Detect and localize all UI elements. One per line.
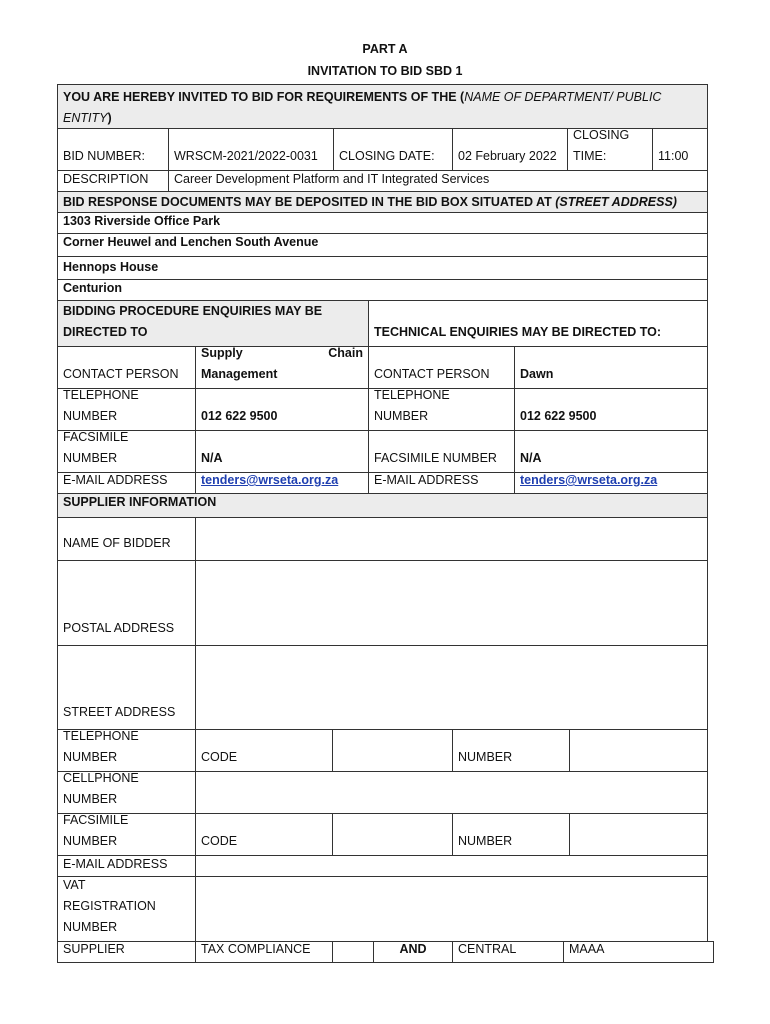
telephone-code-label: CODE xyxy=(195,729,333,772)
supplier-telephone-label xyxy=(57,729,196,772)
cellphone-label-2: NUMBER xyxy=(63,792,118,806)
part-title: PART A xyxy=(362,42,408,56)
address-line-2: Corner Heuwel and Lenchen South Avenue xyxy=(57,233,708,257)
bidding-fax: N/A xyxy=(195,430,369,473)
closing-time-label-1: CLOSING xyxy=(573,128,630,142)
technical-email-cell xyxy=(514,472,708,494)
technical-telephone-label-1: TELEPHONE xyxy=(374,388,450,402)
cellphone-field[interactable] xyxy=(195,771,708,814)
vat-registration-label xyxy=(57,876,196,942)
technical-telephone-label xyxy=(368,388,515,431)
postal-address-field[interactable] xyxy=(195,560,708,646)
description-value: Career Development Platform and IT Integrated Services xyxy=(168,170,708,192)
intro-entity: NAME OF DEPARTMENT/ PUBLIC ENTITY xyxy=(63,90,662,125)
supplier-info-heading: SUPPLIER INFORMATION xyxy=(57,493,708,518)
email-label: E-MAIL ADDRESS xyxy=(57,472,196,494)
bidding-contact-person xyxy=(195,346,369,389)
telephone-label-2: NUMBER xyxy=(63,409,118,423)
facsimile-label-1: FACSIMILE xyxy=(63,430,129,444)
and-label: AND xyxy=(373,941,453,963)
intro-close: ) xyxy=(107,111,112,125)
technical-enquiries-heading: TECHNICAL ENQUIRIES MAY BE DIRECTED TO: xyxy=(368,300,708,347)
technical-telephone-label-2: NUMBER xyxy=(374,409,429,423)
deposit-heading-italic: (STREET ADDRESS) xyxy=(555,195,677,209)
postal-address-label: POSTAL ADDRESS xyxy=(57,560,196,646)
closing-time-label-2: TIME: xyxy=(573,149,607,163)
technical-fax: N/A xyxy=(514,430,708,473)
bidding-email-cell xyxy=(195,472,369,494)
facsimile-number-field[interactable] xyxy=(569,813,708,856)
telephone-number-field[interactable] xyxy=(569,729,708,772)
bidder-name-label: NAME OF BIDDER xyxy=(57,517,196,561)
bid-number-value: WRSCM-2021/2022-0031 xyxy=(168,128,334,171)
facsimile-label-2: NUMBER xyxy=(63,451,118,465)
supplier-telephone-label-2: NUMBER xyxy=(63,750,118,764)
vat-registration-field[interactable] xyxy=(195,876,708,942)
bidding-contact-word-2: Chain xyxy=(328,346,363,360)
technical-contact-label: CONTACT PERSON xyxy=(368,346,515,389)
bidding-contact-word-3: Management xyxy=(201,367,278,381)
bidder-name-field[interactable] xyxy=(195,517,708,561)
vat-label-2: REGISTRATION xyxy=(63,899,156,913)
closing-date-label: CLOSING DATE: xyxy=(333,128,453,171)
supplier-facsimile-label xyxy=(57,813,196,856)
closing-time-label xyxy=(567,128,653,171)
closing-date-value: 02 February 2022 xyxy=(452,128,568,171)
contact-person-label: CONTACT PERSON xyxy=(57,346,196,389)
address-line-3: Hennops House xyxy=(57,256,708,280)
closing-time-value: 11:00 xyxy=(652,128,708,171)
bidding-email-link[interactable]: tenders@wrseta.org.za xyxy=(201,473,339,487)
description-label: DESCRIPTION xyxy=(57,170,169,192)
street-address-label: STREET ADDRESS xyxy=(57,645,196,730)
supplier-email-label: E-MAIL ADDRESS xyxy=(57,855,196,877)
bidding-heading-text-1: BIDDING PROCEDURE ENQUIRIES MAY BE xyxy=(63,304,323,318)
supplier-facsimile-label-1: FACSIMILE xyxy=(63,813,129,827)
supplier-compliance-label: SUPPLIER xyxy=(57,941,196,963)
bidding-heading-text-2: DIRECTED TO xyxy=(63,325,148,339)
facsimile-number-label: NUMBER xyxy=(452,813,570,856)
technical-email-label: E-MAIL ADDRESS xyxy=(368,472,515,494)
intro-banner xyxy=(57,84,708,129)
facsimile-code-label: CODE xyxy=(195,813,333,856)
telephone-number-label: NUMBER xyxy=(452,729,570,772)
deposit-heading-text: BID RESPONSE DOCUMENTS MAY BE DEPOSITED IN THE BID BOX SITUATED AT xyxy=(63,195,556,209)
technical-contact-person: Dawn xyxy=(514,346,708,389)
technical-fax-label: FACSIMILE NUMBER xyxy=(368,430,515,473)
telephone-label-1: TELEPHONE xyxy=(63,388,139,402)
bidding-contact-line-1 xyxy=(201,346,363,364)
cellphone-label xyxy=(57,771,196,814)
facsimile-code-field[interactable] xyxy=(332,813,453,856)
street-address-field[interactable] xyxy=(195,645,708,730)
bidding-telephone: 012 622 9500 xyxy=(195,388,369,431)
telephone-code-field[interactable] xyxy=(332,729,453,772)
central-label: CENTRAL xyxy=(452,941,564,963)
invitation-title: INVITATION TO BID SBD 1 xyxy=(307,64,463,78)
supplier-email-field[interactable] xyxy=(195,855,708,877)
intro-text: YOU ARE HEREBY INVITED TO BID FOR REQUIREMENTS OF THE ( xyxy=(63,90,465,104)
vat-label-1: VAT xyxy=(63,878,86,892)
tax-compliance-label: TAX COMPLIANCE xyxy=(195,941,333,963)
bidding-enquiries-heading xyxy=(57,300,369,347)
bidding-heading-line-1 xyxy=(63,301,363,322)
tax-compliance-checkbox[interactable] xyxy=(332,941,374,963)
maaa-label: MAAA xyxy=(563,941,714,963)
cellphone-label-1: CELLPHONE xyxy=(63,771,139,785)
deposit-heading xyxy=(57,191,708,213)
address-line-1: 1303 Riverside Office Park xyxy=(57,212,708,234)
bidding-contact-word-1: Supply xyxy=(201,346,243,360)
technical-telephone: 012 622 9500 xyxy=(514,388,708,431)
telephone-label xyxy=(57,388,196,431)
supplier-facsimile-label-2: NUMBER xyxy=(63,834,118,848)
vat-label-3: NUMBER xyxy=(63,920,118,934)
technical-email-link[interactable]: tenders@wrseta.org.za xyxy=(520,473,658,487)
supplier-telephone-label-1: TELEPHONE xyxy=(63,729,139,743)
bid-number-label: BID NUMBER: xyxy=(57,128,169,171)
facsimile-label xyxy=(57,430,196,473)
address-line-4: Centurion xyxy=(57,279,708,301)
